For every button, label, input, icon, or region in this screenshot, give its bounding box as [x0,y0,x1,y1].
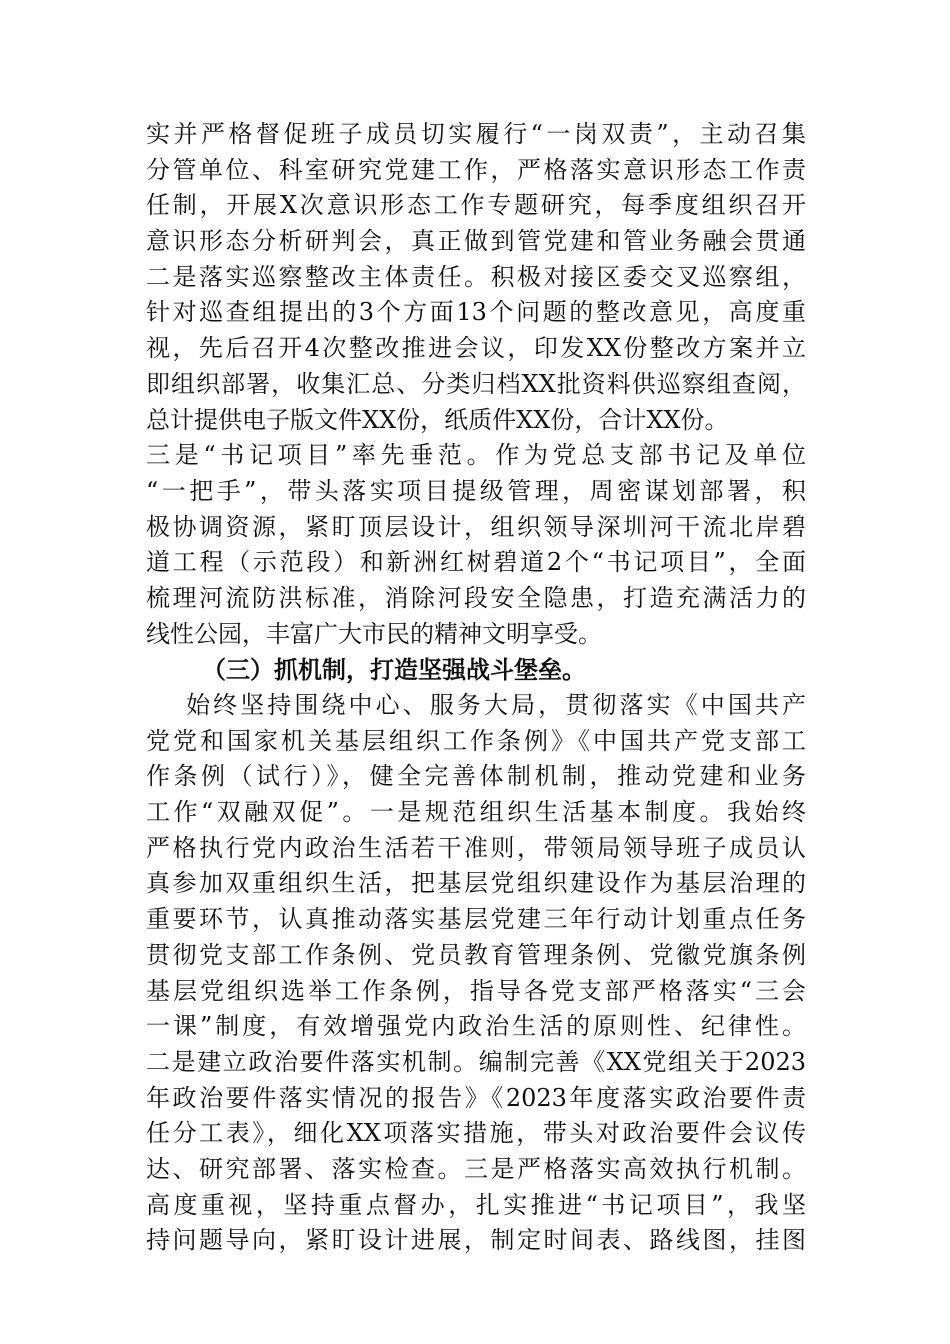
text-line: 始终坚持围绕中心、服务大局，贯彻落实《中国共产 [186,691,806,719]
text-line: 二是落实巡察整改主体责任。积极对接区委交叉巡察组， [146,262,806,291]
text-line: 总计提供电子版文件XX份，纸质件XX份，合计XX份。 [146,405,729,434]
text-line: 年政治要件落实情况的报告》《2023年度落实政治要件责 [146,1083,806,1112]
text-line: 意识形态分析研判会，真正做到管党建和管业务融会贯通 [146,227,806,256]
text-line: 达、研究部署、落实检查。三是严格落实高效执行机制。 [146,1154,806,1183]
text-line: 针对巡查组提出的3个方面13个问题的整改意见，高度重 [146,298,806,327]
text-line: 真参加双重组织生活，把基层党组织建设作为基层治理的 [146,869,806,898]
text-line: 作条例（试行）》，健全完善体制机制，推动党建和业务 [146,762,806,791]
body-text [146,117,806,1259]
text-line: 持问题导向，紧盯设计进展，制定时间表、路线图，挂图 [146,1226,806,1255]
text-line: 即组织部署，收集汇总、分类归档XX批资料供巡察组查阅， [146,369,806,398]
text-line: 重要环节，认真推动落实基层党建三年行动计划重点任务 [146,905,806,934]
text-line: 分管单位、科室研究党建工作，严格落实意识形态工作责 [146,155,806,184]
text-line: 极协调资源，紧盯顶层设计，组织领导深圳河干流北岸碧 [146,512,806,541]
text-line: 线性公园，丰富广大市民的精神文明享受。 [146,619,602,648]
text-line: 二是建立政治要件落实机制。编制完善《XX党组关于2023 [146,1047,806,1076]
text-line: 道工程（示范段）和新洲红树碧道2个“书记项目”，全面 [146,548,806,577]
text-line: 一课”制度，有效增强党内政治生活的原则性、纪律性。 [146,1012,806,1041]
section-heading: （三）抓机制，打造坚强战斗堡垒。 [202,655,586,685]
text-line: 三是“书记项目”率先垂范。作为党总支部书记及单位 [146,441,806,470]
text-line: 高度重视，坚持重点督办，扎实推进“书记项目”，我坚 [146,1190,806,1219]
text-line: 工作“双融双促”。一是规范组织生活基本制度。我始终 [146,798,806,827]
text-line: 严格执行党内政治生活若干准则，带领局领导班子成员认 [146,833,806,862]
text-line: “一把手”，带头落实项目提级管理，周密谋划部署，积 [146,476,806,505]
text-line: 实并严格督促班子成员切实履行“一岗双责”，主动召集 [146,120,806,148]
text-line: 视，先后召开4次整改推进会议，印发XX份整改方案并立 [146,334,806,363]
text-line: 任分工表》，细化XX项落实措施，带头对政治要件会议传 [146,1119,806,1148]
text-line: 党党和国家机关基层组织工作条例》《中国共产党支部工 [146,726,806,755]
text-line: 梳理河流防洪标准，消除河段安全隐患，打造充满活力的 [146,583,806,612]
text-line: 贯彻党支部工作条例、党员教育管理条例、党徽党旗条例 [146,940,806,969]
text-line: 任制，开展X次意识形态工作专题研究，每季度组织召开 [146,191,806,220]
text-line: 基层党组织选举工作条例，指导各党支部严格落实“三会 [146,976,806,1005]
